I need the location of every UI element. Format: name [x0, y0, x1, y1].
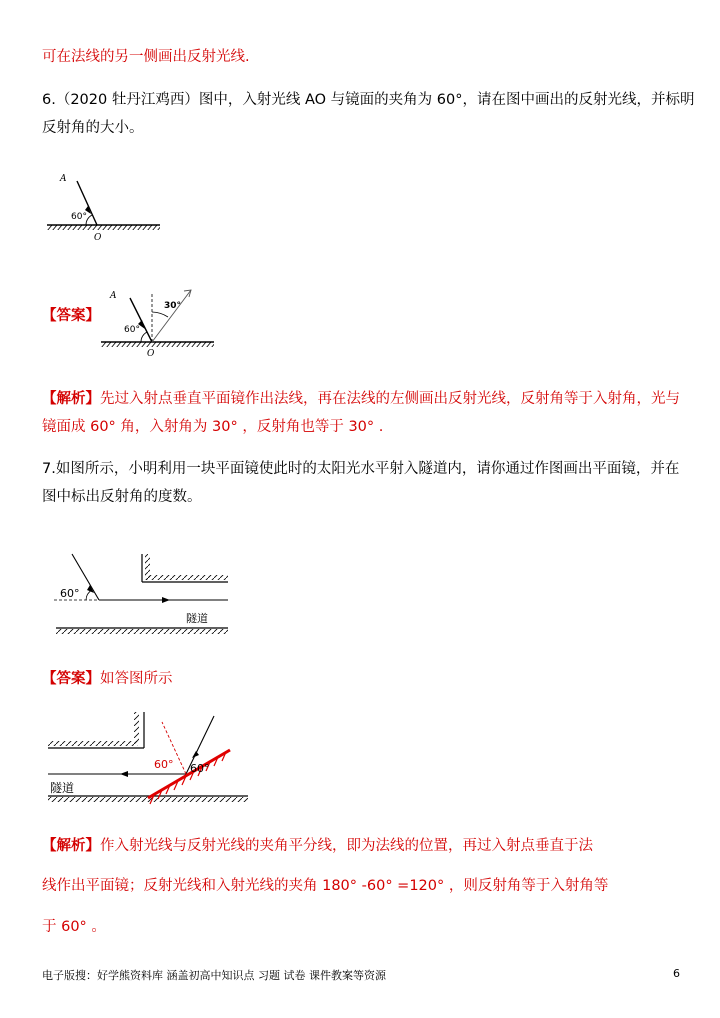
analysis-tag: 【解析】	[42, 838, 100, 854]
page-number: 6	[673, 967, 680, 980]
angle-arc-30	[152, 312, 168, 317]
q7-text-line2: 图中标出反射角的度数。	[42, 489, 202, 505]
angle-label: 60°	[60, 587, 80, 600]
angle-label-30: 30°	[164, 301, 182, 311]
incident-ray	[130, 298, 152, 342]
q7-analysis-line2: 线作出平面镜；反射光线和入射光线的夹角 180° -60° =120° ，则反射角等于入射角等	[42, 878, 609, 894]
answer-text: 如答图所示	[100, 671, 173, 687]
analysis-text: 作入射光线与反射光线的夹角平分线，即为法线的位置，再过入射点垂直于法	[100, 838, 593, 854]
q7-figure	[52, 548, 232, 640]
label-a: A	[110, 291, 117, 301]
horizontal-arrow	[162, 597, 170, 603]
reflected-ray	[152, 290, 191, 342]
q6-answer-tag: 【答案】	[42, 308, 100, 324]
angle-label-a: 60°	[154, 758, 174, 771]
q6-analysis-line2: 镜面成 60° 角，入射角为 30° ，反射角也等于 30° .	[42, 419, 384, 435]
q6-answer-figure	[96, 282, 216, 362]
analysis-tag: 【解析】	[42, 391, 100, 407]
wall-hatch-h	[145, 575, 228, 580]
q7-analysis-line1	[42, 836, 593, 856]
label-o: O	[147, 349, 155, 359]
analysis-text: 先过入射点垂直平面镜作出法线，再在法线的左侧画出反射光线，反射角等于入射角，光与	[100, 391, 680, 407]
label-a: A	[60, 174, 67, 184]
q6-text-line2: 反射角的大小。	[42, 120, 144, 136]
q7-answer-line	[42, 669, 173, 689]
q6-figure	[42, 165, 162, 245]
continued-text: 可在法线的另一侧画出反射光线.	[42, 49, 250, 65]
q7-answer-figure	[44, 708, 254, 813]
q6-analysis-line1	[42, 389, 680, 409]
q7-analysis-line3: 于 60° 。	[42, 919, 106, 935]
mirror-hatch	[101, 342, 214, 347]
angle-label-b: 60°	[190, 762, 210, 775]
answer-tag: 【答案】	[42, 671, 100, 687]
ground-hatch	[56, 629, 228, 634]
q7-text-line1: 7.如图所示，小明利用一块平面镜使此时的太阳光水平射入隧道内，请你通过作图画出平面镜，并在	[42, 461, 680, 477]
incident-arrow	[192, 751, 199, 758]
reflected-arrow	[120, 771, 128, 777]
footer-text: 电子版搜：好学熊资料库 涵盖初高中知识点 习题 试卷 课件教案等资源	[42, 969, 386, 982]
wall-hatch-h	[48, 741, 138, 746]
angle-label: 60°	[71, 212, 87, 222]
q6-text-line1: 6.（2020 牡丹江鸡西）图中，入射光线 AO 与镜面的夹角为 60°，请在图中画出的反射光线，并标明	[42, 92, 695, 108]
tunnel-label: 隧道	[50, 781, 75, 795]
angle-label-60: 60°	[124, 325, 140, 335]
mirror-hatch	[47, 225, 160, 230]
label-o: O	[94, 233, 102, 243]
angle-arc-60	[141, 332, 147, 342]
tunnel-label: 隧道	[186, 612, 208, 625]
wall-hatch-v	[134, 712, 139, 744]
